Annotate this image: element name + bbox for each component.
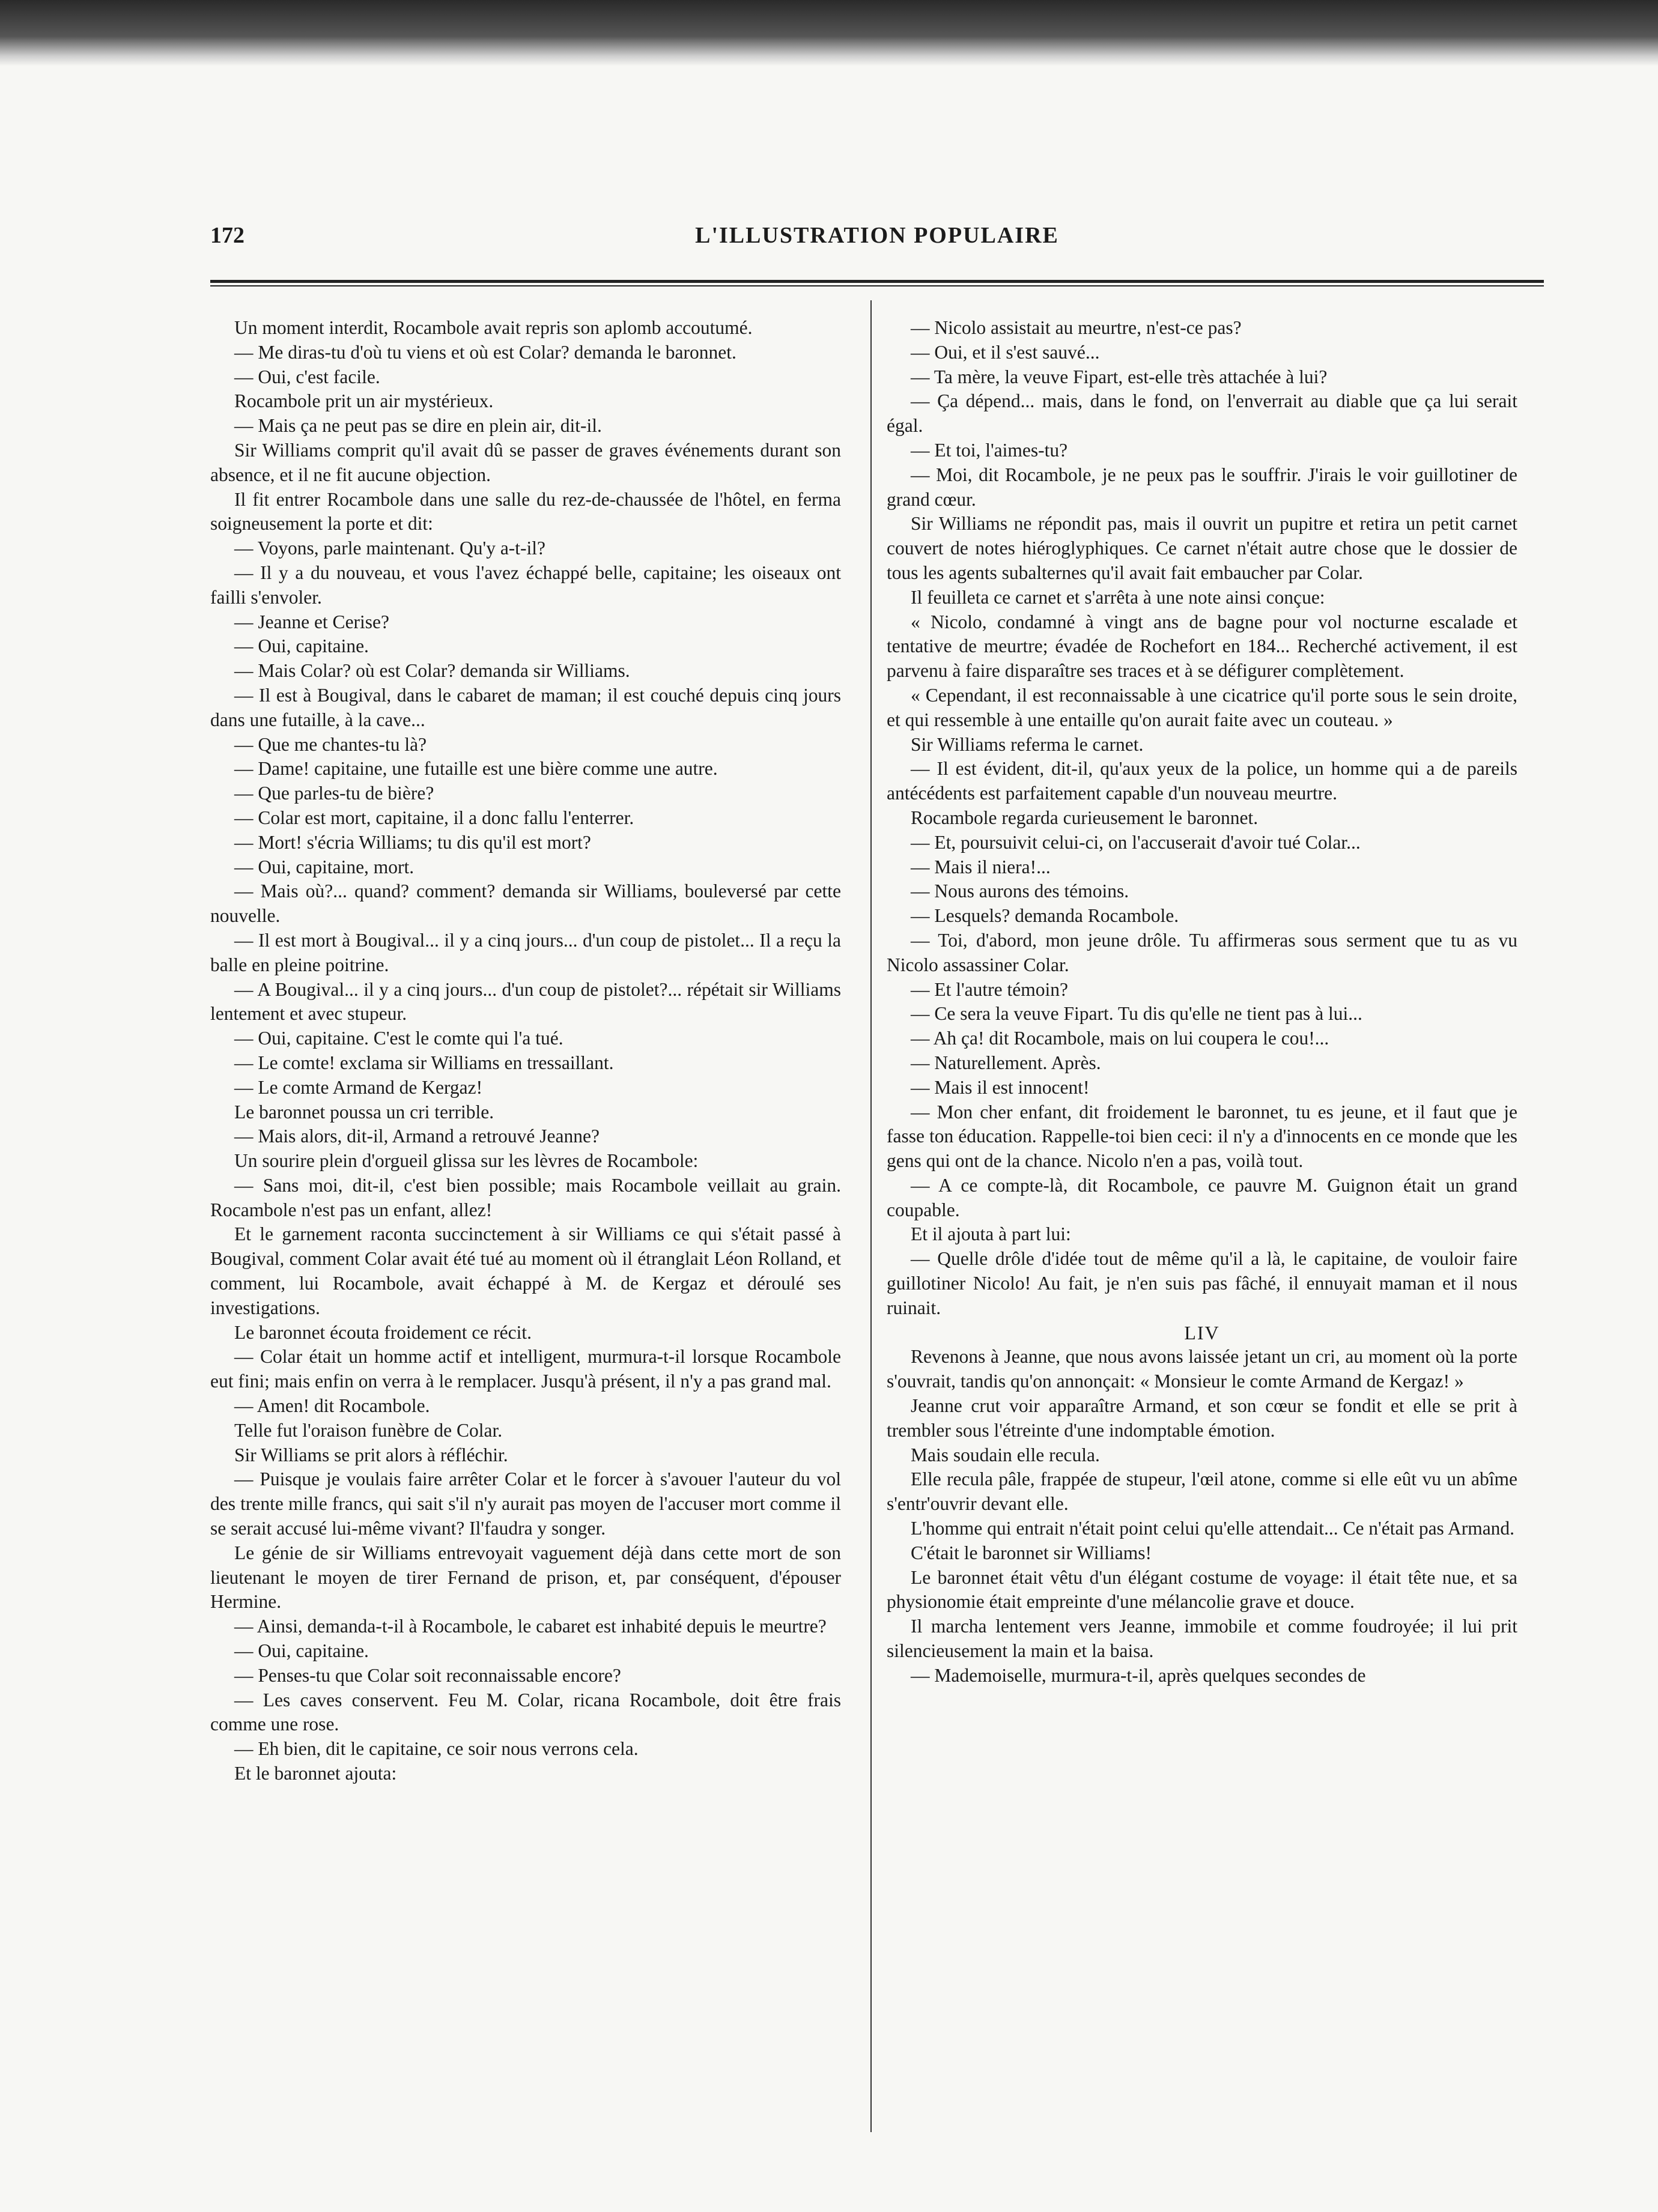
- paragraph: — Nicolo assistait au meurtre, n'est-ce pas?: [911, 317, 1242, 338]
- paragraph: — A Bougival... il y a cinq jours... d'un coup de pistolet?... répétait sir Williams lentement et avec stupeur.: [210, 978, 841, 1025]
- paragraph: — Mais ça ne peut pas se dire en plein air, dit-il.: [234, 415, 602, 437]
- paragraph: — Oui, et il s'est sauvé...: [911, 341, 1100, 363]
- paragraph: Et il ajouta à part lui:: [911, 1223, 1071, 1245]
- paragraph: Et le baronnet ajouta:: [234, 1763, 397, 1784]
- paragraph: Sir Williams se prit alors à réfléchir.: [234, 1444, 508, 1465]
- paragraph: Revenons à Jeanne, que nous avons laissée jetant un cri, au moment où la porte s'ouvrait, tandis qu'on annonçait: « Monsieur le comte Armand de Kergaz! »: [887, 1346, 1517, 1392]
- paragraph: — Oui, capitaine, mort.: [234, 856, 415, 877]
- paragraph: Il marcha lentement vers Jeanne, immobile et comme foudroyée; il lui prit silencieusement la main et la baisa.: [887, 1616, 1517, 1662]
- paragraph: « Cependant, il est reconnaissable à une cicatrice qu'il porte sous le sein droite, et qui ressemble à une entaille qu'on aurait faite avec un couteau. »: [887, 684, 1517, 730]
- paragraph: — Mais il niera!...: [911, 856, 1051, 877]
- paragraph: — Jeanne et Cerise?: [234, 611, 390, 632]
- right-column-top: [887, 316, 1517, 1321]
- paragraph: — Toi, d'abord, mon jeune drôle. Tu affirmeras sous serment que tu as vu Nicolo assassiner Colar.: [887, 929, 1517, 975]
- paragraph: Jeanne crut voir apparaître Armand, et son cœur se fondit et elle se prit à trembler sous l'étreinte d'une indomptable émotion.: [887, 1395, 1517, 1441]
- paragraph: — Mais il est innocent!: [911, 1076, 1090, 1098]
- paragraph: Et le garnement raconta succinctement à sir Williams ce qui s'était passé à Bougival, comment Colar avait été tué au moment où il étranglait Léon Rolland, et comment, lui Rocambole, avait échappé à M. de Kergaz et déroulé ses investigations.: [210, 1223, 841, 1318]
- paragraph: Sir Williams comprit qu'il avait dû se passer de graves événements durant son absence, et il ne fit aucune objection.: [210, 439, 841, 485]
- paragraph: — Mais alors, dit-il, Armand a retrouvé Jeanne?: [234, 1126, 600, 1147]
- paragraph: — Que me chantes-tu là?: [234, 733, 427, 755]
- header-double-rule: [210, 280, 1544, 286]
- paragraph: — Oui, c'est facile.: [234, 366, 380, 387]
- paragraph: — Ainsi, demanda-t-il à Rocambole, le cabaret est inhabité depuis le meurtre?: [234, 1616, 827, 1637]
- paragraph: — Il y a du nouveau, et vous l'avez échappé belle, capitaine; les oiseaux ont failli s'envoler.: [210, 562, 841, 608]
- right-column: [887, 316, 1517, 2142]
- paragraph: — Eh bien, dit le capitaine, ce soir nous verrons cela.: [234, 1738, 639, 1760]
- paragraph: — Et l'autre témoin?: [911, 978, 1068, 1000]
- paragraph: — A ce compte-là, dit Rocambole, ce pauvre M. Guignon était un grand coupable.: [887, 1174, 1517, 1220]
- paragraph: L'homme qui entrait n'était point celui qu'elle attendait... Ce n'était pas Armand.: [911, 1518, 1515, 1539]
- page-number: 172: [210, 223, 244, 248]
- paragraph: — Ah ça! dit Rocambole, mais on lui coupera le cou!...: [911, 1028, 1329, 1049]
- paragraph: Le génie de sir Williams entrevoyait vaguement déjà dans cette mort de son lieutenant le moyen de tirer Fernand de prison, et, par conséquent, d'épouser Hermine.: [210, 1542, 841, 1613]
- paragraph: Sir Williams referma le carnet.: [911, 733, 1144, 755]
- paragraph: — Le comte Armand de Kergaz!: [234, 1076, 483, 1098]
- page-header: [210, 222, 1544, 258]
- paragraph: Telle fut l'oraison funèbre de Colar.: [234, 1419, 503, 1441]
- paragraph: — Il est à Bougival, dans le cabaret de maman; il est couché depuis cinq jours dans une futaille, à la cave...: [210, 684, 841, 730]
- paragraph: — Quelle drôle d'idée tout de même qu'il a là, le capitaine, de vouloir faire guillotiner Nicolo! Au fait, je n'en suis pas fâché, il ennuyait maman et il nous ruinait.: [887, 1248, 1517, 1318]
- paragraph: Sir Williams ne répondit pas, mais il ouvrit un pupitre et retira un petit carnet couvert de notes hiéroglyphiques. Ce carnet n'était autre chose que le dossier de tous les agents subalternes qu'il avait fait embaucher par Colar.: [887, 513, 1517, 583]
- paragraph: — Amen! dit Rocambole.: [234, 1395, 430, 1417]
- paragraph: — Nous aurons des témoins.: [911, 880, 1129, 902]
- left-column: [210, 316, 841, 2142]
- paragraph: — Oui, capitaine.: [234, 1640, 369, 1662]
- paragraph: — Moi, dit Rocambole, je ne peux pas le souffrir. J'irais le voir guillotiner de grand cœur.: [887, 464, 1517, 510]
- paragraph: — Naturellement. Après.: [911, 1052, 1101, 1073]
- paragraph: Le baronnet poussa un cri terrible.: [234, 1101, 494, 1123]
- paragraph: — Les caves conservent. Feu M. Colar, ricana Rocambole, doit être frais comme une rose.: [210, 1689, 841, 1735]
- paragraph: — Penses-tu que Colar soit reconnaissable encore?: [234, 1664, 621, 1686]
- paragraph: — Mais Colar? où est Colar? demanda sir Williams.: [234, 660, 630, 682]
- paragraph: Elle recula pâle, frappée de stupeur, l'œil atone, comme si elle eût vu un abîme s'entr'ouvrir devant elle.: [887, 1468, 1517, 1515]
- paragraph: — Il est mort à Bougival... il y a cinq jours... d'un coup de pistolet... Il a reçu la balle en pleine poitrine.: [210, 929, 841, 975]
- paragraph: Un sourire plein d'orgueil glissa sur les lèvres de Rocambole:: [234, 1150, 699, 1172]
- paragraph: « Nicolo, condamné à vingt ans de bagne pour vol nocturne escalade et tentative de meurtre; évadée de Rochefort en 184... Recherché activement, il est parvenu à faire disparaître ses traces et à se défigurer complètement.: [887, 611, 1517, 682]
- paragraph: — Et, poursuivit celui-ci, on l'accuserait d'avoir tué Colar...: [911, 831, 1361, 853]
- paragraph: — Ce sera la veuve Fipart. Tu dis qu'elle ne tient pas à lui...: [911, 1003, 1362, 1025]
- paragraph: — Voyons, parle maintenant. Qu'y a-t-il?: [234, 538, 546, 559]
- paragraph: C'était le baronnet sir Williams!: [911, 1542, 1152, 1563]
- chapter-heading: LIV: [1184, 1321, 1220, 1344]
- paragraph: — Me diras-tu d'où tu viens et où est Colar? demanda le baronnet.: [234, 341, 736, 363]
- paragraph: — Le comte! exclama sir Williams en tressaillant.: [234, 1052, 614, 1073]
- paragraph: — Colar est mort, capitaine, il a donc fallu l'enterrer.: [234, 807, 634, 828]
- running-title: L'ILLUSTRATION POPULAIRE: [695, 223, 1059, 248]
- paragraph: — Puisque je voulais faire arrêter Colar et le forcer à s'avouer l'auteur du vol des trente mille francs, qui sait s'il n'y aurait pas moyen de l'accuser mort comme il se serait accusé lui-même vivant? Il'faudra y songer.: [210, 1468, 841, 1539]
- paragraph: Rocambole regarda curieusement le baronnet.: [911, 807, 1259, 828]
- paragraph: Mais soudain elle recula.: [911, 1444, 1100, 1465]
- paragraph: — Que parles-tu de bière?: [234, 783, 434, 804]
- paragraph: — Oui, capitaine. C'est le comte qui l'a tué.: [234, 1028, 563, 1049]
- paragraph: — Mademoiselle, murmura-t-il, après quelques secondes de: [911, 1664, 1366, 1686]
- paragraph: — Sans moi, dit-il, c'est bien possible; mais Rocambole veillait au grain. Rocambole n'est pas un enfant, allez!: [210, 1174, 841, 1220]
- paragraph: — Lesquels? demanda Rocambole.: [911, 905, 1179, 927]
- paragraph: Il fit entrer Rocambole dans une salle du rez-de-chaussée de l'hôtel, en ferma soigneusement la porte et dit:: [210, 488, 841, 535]
- paragraph: Un moment interdit, Rocambole avait repris son aplomb accoutumé.: [234, 317, 753, 338]
- paragraph: — Ta mère, la veuve Fipart, est-elle très attachée à lui?: [911, 366, 1328, 387]
- paragraph: Le baronnet était vêtu d'un élégant costume de voyage: il était tête nue, et sa physionomie était empreinte d'une mélancolie grave et douce.: [887, 1566, 1517, 1613]
- paragraph: — Et toi, l'aimes-tu?: [911, 439, 1068, 461]
- paragraph: — Mon cher enfant, dit froidement le baronnet, tu es jeune, et il faut que je fasse ton éducation. Rappelle-toi bien ceci: il n'y a d'innocents en ce monde que les gens qui ont de la chance. Nicolo n'en a pas, voilà tout.: [887, 1101, 1517, 1172]
- paragraph: — Mais où?... quand? comment? demanda sir Williams, bouleversé par cette nouvelle.: [210, 880, 841, 927]
- scan-top-band: [0, 0, 1658, 66]
- paragraph: — Mort! s'écria Williams; tu dis qu'il est mort?: [234, 831, 591, 853]
- column-divider: [870, 300, 872, 2132]
- paragraph: Rocambole prit un air mystérieux.: [234, 390, 494, 412]
- paragraph: — Colar était un homme actif et intelligent, murmura-t-il lorsque Rocambole eut fini; mais enfin on verra à le remplacer. Jusqu'à présent, il n'y a pas grand mal.: [210, 1346, 841, 1392]
- paragraph: — Ça dépend... mais, dans le fond, on l'enverrait au diable que ça lui serait égal.: [887, 390, 1517, 437]
- paragraph: — Dame! capitaine, une futaille est une bière comme une autre.: [234, 758, 718, 780]
- right-column-bottom: [887, 1345, 1517, 1688]
- paragraph: — Oui, capitaine.: [234, 635, 369, 657]
- paragraph: — Il est évident, dit-il, qu'aux yeux de la police, un homme qui a de pareils antécédents est parfaitement capable d'un nouveau meurtre.: [887, 758, 1517, 804]
- paragraph: Le baronnet écouta froidement ce récit.: [234, 1321, 532, 1343]
- paragraph: Il feuilleta ce carnet et s'arrêta à une note ainsi conçue:: [911, 586, 1325, 608]
